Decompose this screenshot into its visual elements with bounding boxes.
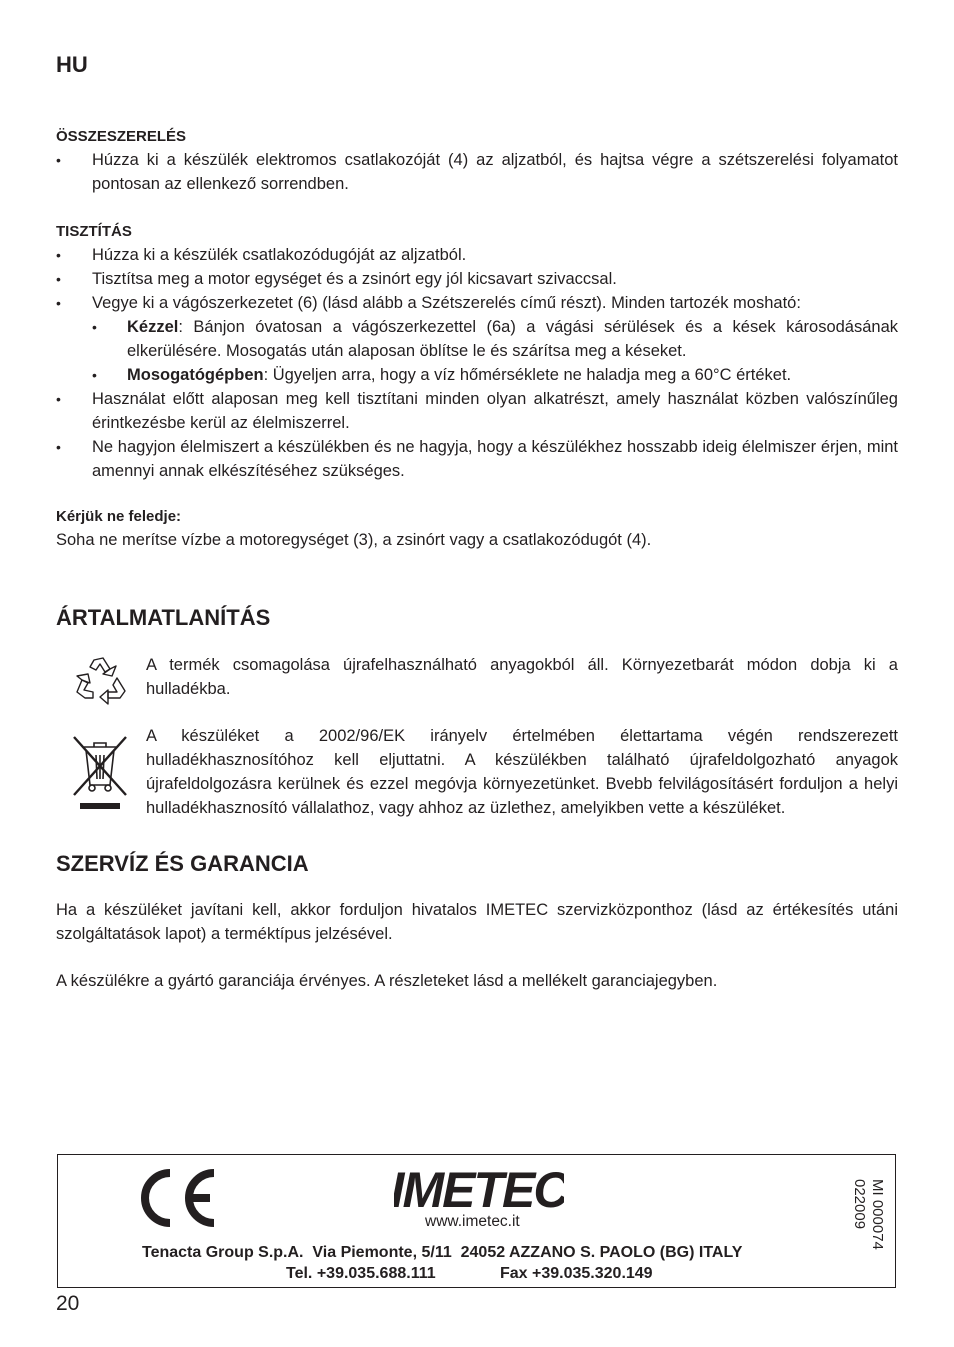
warranty-paragraph: A készülékre a gyártó garanciája érvényes. A részleteket lásd a mellékelt garanciajegyben.	[56, 972, 718, 990]
cleaning-subitem-dishwasher	[92, 363, 898, 387]
cleaning-item: • Húzza ki a készülék csatlakozódugóját az aljzatból.	[56, 243, 898, 267]
disposal-title: ÁRTALMATLANÍTÁS	[56, 605, 271, 630]
subitem-text: : Ügyeljen arra, hogy a víz hőmérséklete ne haladja meg a 60°C értéket.	[263, 366, 792, 384]
subitem-label: Mosogatógépben	[127, 366, 264, 384]
document-code	[851, 1179, 891, 1269]
cleaning-item-text: Vegye ki a vágószerkezetet (6) (lásd alább a Szétszerelés című részt). Minden tartozék mosható:	[92, 294, 801, 312]
subitem-label: Kézzel	[127, 318, 179, 336]
recycle-text: A termék csomagolása újrafelhasználható anyagokból áll. Környezetbarát módon dobja ki a hulladékba.	[146, 656, 898, 698]
document-code-line2: 022009	[851, 1179, 868, 1230]
assembly-title: ÖSSZESZERELÉS	[56, 128, 187, 145]
website: www.imetec.it	[425, 1213, 520, 1230]
recycle-icon	[72, 654, 130, 706]
note-text: Soha ne merítse vízbe a motoregységet (3), a zsinórt vagy a csatlakozódugót (4).	[56, 531, 652, 549]
document-code-line1: MI 000074	[869, 1179, 886, 1250]
assembly-item: • Húzza ki a készülék elektromos csatlakozóját (4) az aljzatból, és hajtsa végre a szétszerelési folyamatot pontosan az ellenkező sorrendben.	[56, 148, 898, 196]
language-code: HU	[56, 52, 88, 77]
fax: Fax +39.035.320.149	[500, 1265, 653, 1282]
page-number: 20	[56, 1292, 80, 1315]
cleaning-subitem-hand	[92, 315, 898, 363]
cleaning-section	[56, 243, 898, 483]
telephone: Tel. +39.035.688.111	[286, 1265, 436, 1282]
note-title: Kérjük ne feledje:	[56, 508, 182, 525]
cleaning-item	[56, 291, 898, 387]
weee-text: A készüléket a 2002/96/EK irányelv értelmében élettartama végén rendszerezett hulladékhasznosítóhoz kell eljuttatni. A készülékben található újrafeldolgozható anyagok újrafeldolgozásra kerülnek és ezzel megóvja környezetünket. Bvebb felvilágosításért forduljon a helyi hulladékhasznosító vállalathoz, vagy ahhoz az üzlethez, amelyikben vette a készüléket.	[146, 727, 898, 817]
brand-wordmark: IMETEC	[394, 1165, 564, 1215]
subitem-text: : Bánjon óvatosan a vágószerkezettel (6a) a vágási sérülések és a kések károsodásának elkerülésére. Mosogatás után alaposan öblítse le és szárítsa meg a késeket.	[127, 318, 898, 360]
cleaning-item: • Ne hagyjon élelmiszert a készülékben és ne hagyja, hogy a készülékhez hosszabb ideig élelmiszer érjen, mint amennyi annak elkészítéséhez szükséges.	[56, 435, 898, 483]
imetec-logo	[394, 1165, 564, 1215]
ce-mark	[138, 1167, 218, 1229]
service-title: SZERVÍZ ÉS GARANCIA	[56, 851, 309, 876]
assembly-section	[56, 148, 898, 196]
cleaning-item: • Használat előtt alaposan meg kell tisztítani minden olyan alkatrészt, amely használat közben valószínűleg érintkezésbe kerül az élelmiszerrel.	[56, 387, 898, 435]
crossed-bin-icon	[70, 733, 130, 815]
service-paragraph: Ha a készüléket javítani kell, akkor forduljon hivatalos IMETEC szervizközponthoz (lásd az értékesítés utáni szolgáltatások lapot) a terméktípus jelzésével.	[56, 901, 898, 943]
cleaning-title: TISZTÍTÁS	[56, 223, 132, 240]
cleaning-item: • Tisztítsa meg a motor egységet és a zsinórt egy jól kicsavart szivaccsal.	[56, 267, 898, 291]
company-address: Tenacta Group S.p.A. Via Piemonte, 5/11 24052 AZZANO S. PAOLO (BG) ITALY	[142, 1244, 743, 1261]
footer-box	[57, 1154, 896, 1288]
